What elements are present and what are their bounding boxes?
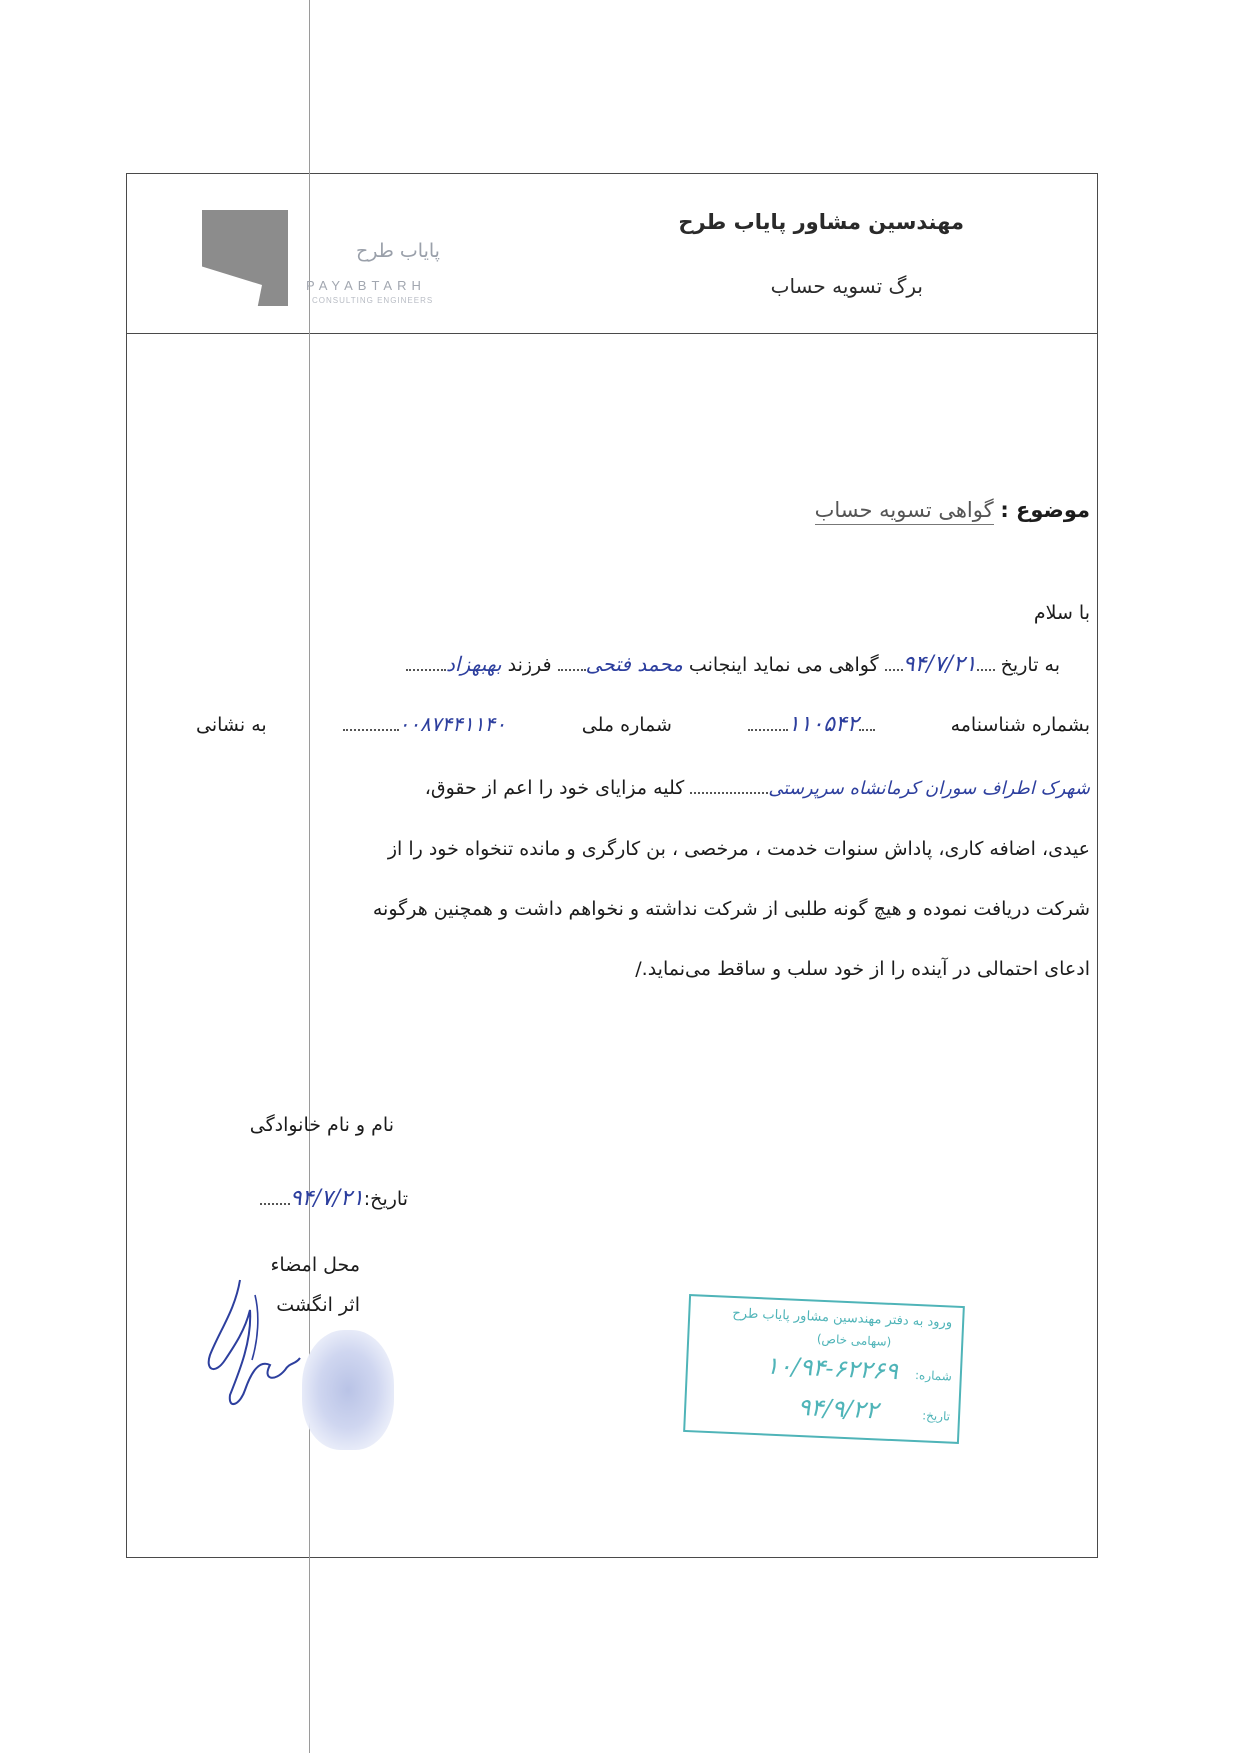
subject-value: گواهی تسویه حساب [815,498,994,525]
national-id-label: شماره ملی [581,714,672,736]
handwritten-signature-icon [200,1270,310,1420]
id-number-handwritten: ۱۱۰۵۴۲ [787,712,859,737]
signature-place-label: محل امضاء [270,1254,360,1276]
child-of-label: فرزند [507,654,552,676]
stamp-number-handwritten: ۱۰/۹۴-۶۲۲۶۹ [765,1351,899,1386]
stamp-title: ورود به دفتر مهندسین مشاور پایاب طرح [732,1305,953,1331]
address-label: به نشانی [196,714,267,736]
signature-date [260,1186,408,1211]
company-logo-icon [202,210,288,306]
scan-fold-line [309,0,310,1753]
subject-label: موضوع : [1000,498,1090,522]
form-title: برگ تسویه حساب [770,274,923,298]
greeting: با سلام [1033,602,1090,624]
benefits-text: کلیه مزایای خود را اعم از حقوق، [424,777,685,799]
name-label: نام و نام خانوادگی [249,1114,394,1136]
date-label: به تاریخ [1000,654,1060,676]
company-name: مهندسین مشاور پایاب طرح [678,210,964,234]
date-handwritten: ۹۴/۷/۲۱ [902,652,977,677]
stamp-number-label: شماره: [914,1367,953,1384]
body-line-2 [196,712,1090,746]
name-handwritten: محمد فتحی [585,652,683,676]
father-name-handwritten: بهبهزاد [446,652,502,676]
body-line-3 [160,776,1090,799]
logo-text-fa: پایاب طرح [356,240,440,262]
body-line-1 [160,652,1060,677]
body-line-6: ادعای احتمالی در آینده را از خود سلب و ساقط می‌نماید./ [635,958,1090,980]
header-divider [126,333,1098,334]
id-label: بشماره شناسنامه [950,714,1090,736]
stamp-date-label: تاریخ: [921,1408,951,1424]
body-line-5: شرکت دریافت نموده و هیچ گونه طلبی از شرکت نداشته و نخواهم داشت و همچنین هرگونه [372,898,1090,920]
fingerprint-label: اثر انگشت [276,1294,360,1316]
body-line-4: عیدی، اضافه کاری، پاداش سنوات خدمت ، مرخصی ، بن کارگری و مانده تنخواه خود را از [387,838,1090,860]
signature-date-label: تاریخ: [363,1188,408,1210]
signature-date-handwritten: ۹۴/۷/۲۱ [289,1186,364,1211]
certifies-text: گواهی می نماید اینجانب [688,654,879,676]
fingerprint-icon [302,1330,394,1450]
national-id-handwritten: ۰۰۸۷۴۴۱۱۴۰ [398,712,506,736]
stamp-subtitle: (سهامی خاص) [816,1331,892,1349]
reception-stamp [683,1294,965,1444]
subject-line [815,498,1090,522]
logo-text-en: PAYABTARH [306,278,426,293]
address-handwritten: شهرک اطراف سوران کرمانشاه سرپرستی [768,778,1090,799]
stamp-date-handwritten: ۹۴/۹/۲۲ [797,1392,879,1425]
logo-subtitle: CONSULTING ENGINEERS [312,296,434,305]
